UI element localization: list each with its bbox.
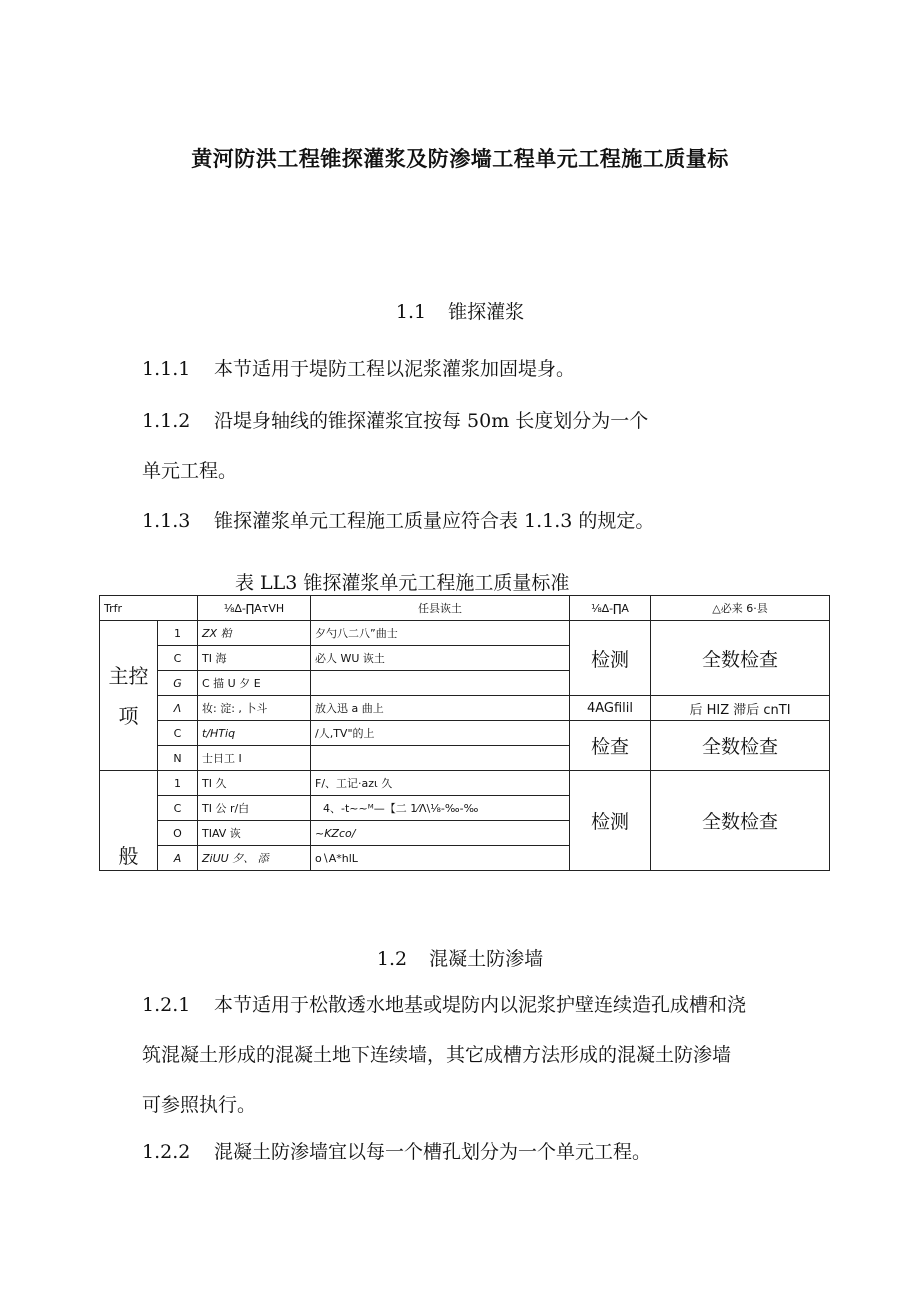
quality-standard bbox=[311, 671, 570, 696]
section-heading-1-2 bbox=[0, 944, 920, 971]
row-number: G bbox=[158, 671, 198, 696]
document-title: 黄河防洪工程锥探灌浆及防渗墙工程单元工程施工质量标 bbox=[191, 147, 729, 171]
row-number: Λ bbox=[158, 696, 198, 721]
table-row bbox=[100, 621, 830, 646]
paragraph-1-2-2 bbox=[142, 1140, 651, 1164]
group-main-control bbox=[100, 621, 158, 771]
quality-standard: 放入迅 a 曲上 bbox=[311, 696, 570, 721]
row-number: A bbox=[158, 846, 198, 871]
clause-number: 1.2.2 bbox=[142, 1141, 191, 1163]
header-cell: ⅛∆-∏AτVH bbox=[198, 596, 311, 621]
check-quantity: 全数检查 bbox=[651, 771, 830, 871]
item-name: TIAV 诙 bbox=[198, 821, 311, 846]
quality-standard: 4、-t~~ᴹ—【二 1⁄Λ\⅛-‰-‰ bbox=[311, 796, 570, 821]
table-row bbox=[100, 721, 830, 746]
row-number: C bbox=[158, 646, 198, 671]
group-label: 主控 bbox=[108, 663, 149, 688]
section-number: 1.2 bbox=[376, 948, 408, 970]
section-number: 1.1 bbox=[395, 301, 427, 323]
paragraph-1-2-1-continued-2: 可参照执行。 bbox=[142, 1094, 257, 1116]
item-name: ZX 粕 bbox=[198, 621, 311, 646]
header-cell: ⅛∆-∏A bbox=[570, 596, 651, 621]
paragraph-1-1-3 bbox=[142, 509, 654, 533]
check-quantity: 后 HIZ 滞后 cnTI bbox=[651, 696, 830, 721]
item-name: ZiUU 夕、 添 bbox=[198, 846, 311, 871]
paragraph-1-1-2-continued: 单元工程。 bbox=[142, 460, 238, 482]
item-name: TI 久 bbox=[198, 771, 311, 796]
item-name: C 描 U 夕 E bbox=[198, 671, 311, 696]
table-caption: 表 LL3 锥探灌浆单元工程施工质量标准 bbox=[235, 572, 570, 594]
quality-standard-table bbox=[99, 595, 830, 871]
group-label: 项 bbox=[118, 703, 139, 728]
check-method: 检测 bbox=[570, 621, 651, 696]
quality-standard: ~KZco/ bbox=[311, 821, 570, 846]
header-cell: 任县诙土 bbox=[311, 596, 570, 621]
table-header-row bbox=[100, 596, 830, 621]
clause-text: 本节适用于松散透水地基或堤防内以泥浆护壁连续造孔成槽和浇 bbox=[214, 994, 747, 1016]
quality-standard: 夕勺八二八”曲士 bbox=[311, 621, 570, 646]
row-number: C bbox=[158, 721, 198, 746]
check-quantity: 全数检查 bbox=[651, 621, 830, 696]
clause-text: 锥探灌浆单元工程施工质量应符合表 1.1.3 的规定。 bbox=[214, 510, 655, 532]
clause-text: 本节适用于堤防工程以泥浆灌浆加固堤身。 bbox=[214, 358, 576, 380]
item-name: t/HTiq bbox=[198, 721, 311, 746]
row-number: O bbox=[158, 821, 198, 846]
check-method: 4AGfilil bbox=[570, 696, 651, 721]
item-name: TI 海 bbox=[198, 646, 311, 671]
clause-text: 混凝土防渗墙宜以每一个槽孔划分为一个单元工程。 bbox=[214, 1141, 652, 1163]
row-number: 1 bbox=[158, 621, 198, 646]
item-name: 妆: 淀: , 卜斗 bbox=[198, 696, 311, 721]
quality-standard: 必人 WU 诙土 bbox=[311, 646, 570, 671]
section-title: 混凝土防渗墙 bbox=[429, 948, 544, 970]
row-number: 1 bbox=[158, 771, 198, 796]
table-row bbox=[100, 771, 830, 796]
row-number: N bbox=[158, 746, 198, 771]
paragraph-1-2-1-continued: 筑混凝土形成的混凝土地下连续墙，其它成槽方法形成的混凝土防渗墙 bbox=[142, 1044, 732, 1066]
quality-standard: F/、工记·azι 久 bbox=[311, 771, 570, 796]
clause-number: 1.1.2 bbox=[142, 410, 191, 432]
quality-standard: /人,TV"的上 bbox=[311, 721, 570, 746]
check-method: 检查 bbox=[570, 721, 651, 771]
row-number: C bbox=[158, 796, 198, 821]
header-cell: △必来 6·县 bbox=[651, 596, 830, 621]
clause-number: 1.1.1 bbox=[142, 358, 191, 380]
clause-number: 1.2.1 bbox=[142, 994, 191, 1016]
paragraph-1-1-1 bbox=[142, 357, 575, 381]
item-name: TI 公 r/白 bbox=[198, 796, 311, 821]
clause-number: 1.1.3 bbox=[142, 510, 191, 532]
paragraph-1-2-1 bbox=[142, 993, 746, 1017]
section-heading-1-1 bbox=[0, 297, 920, 324]
header-cell: Trfr bbox=[100, 596, 198, 621]
clause-text: 沿堤身轴线的锥探灌浆宜按每 50m 长度划分为一个 bbox=[214, 410, 649, 432]
group-general: 般 bbox=[100, 771, 158, 871]
quality-standard: o∖A*hlL bbox=[311, 846, 570, 871]
paragraph-1-1-2 bbox=[142, 409, 648, 433]
section-title: 锥探灌浆 bbox=[448, 301, 525, 323]
table-row bbox=[100, 696, 830, 721]
item-name: 士日工 I bbox=[198, 746, 311, 771]
check-quantity: 全数检查 bbox=[651, 721, 830, 771]
quality-standard bbox=[311, 746, 570, 771]
check-method: 检测 bbox=[570, 771, 651, 871]
